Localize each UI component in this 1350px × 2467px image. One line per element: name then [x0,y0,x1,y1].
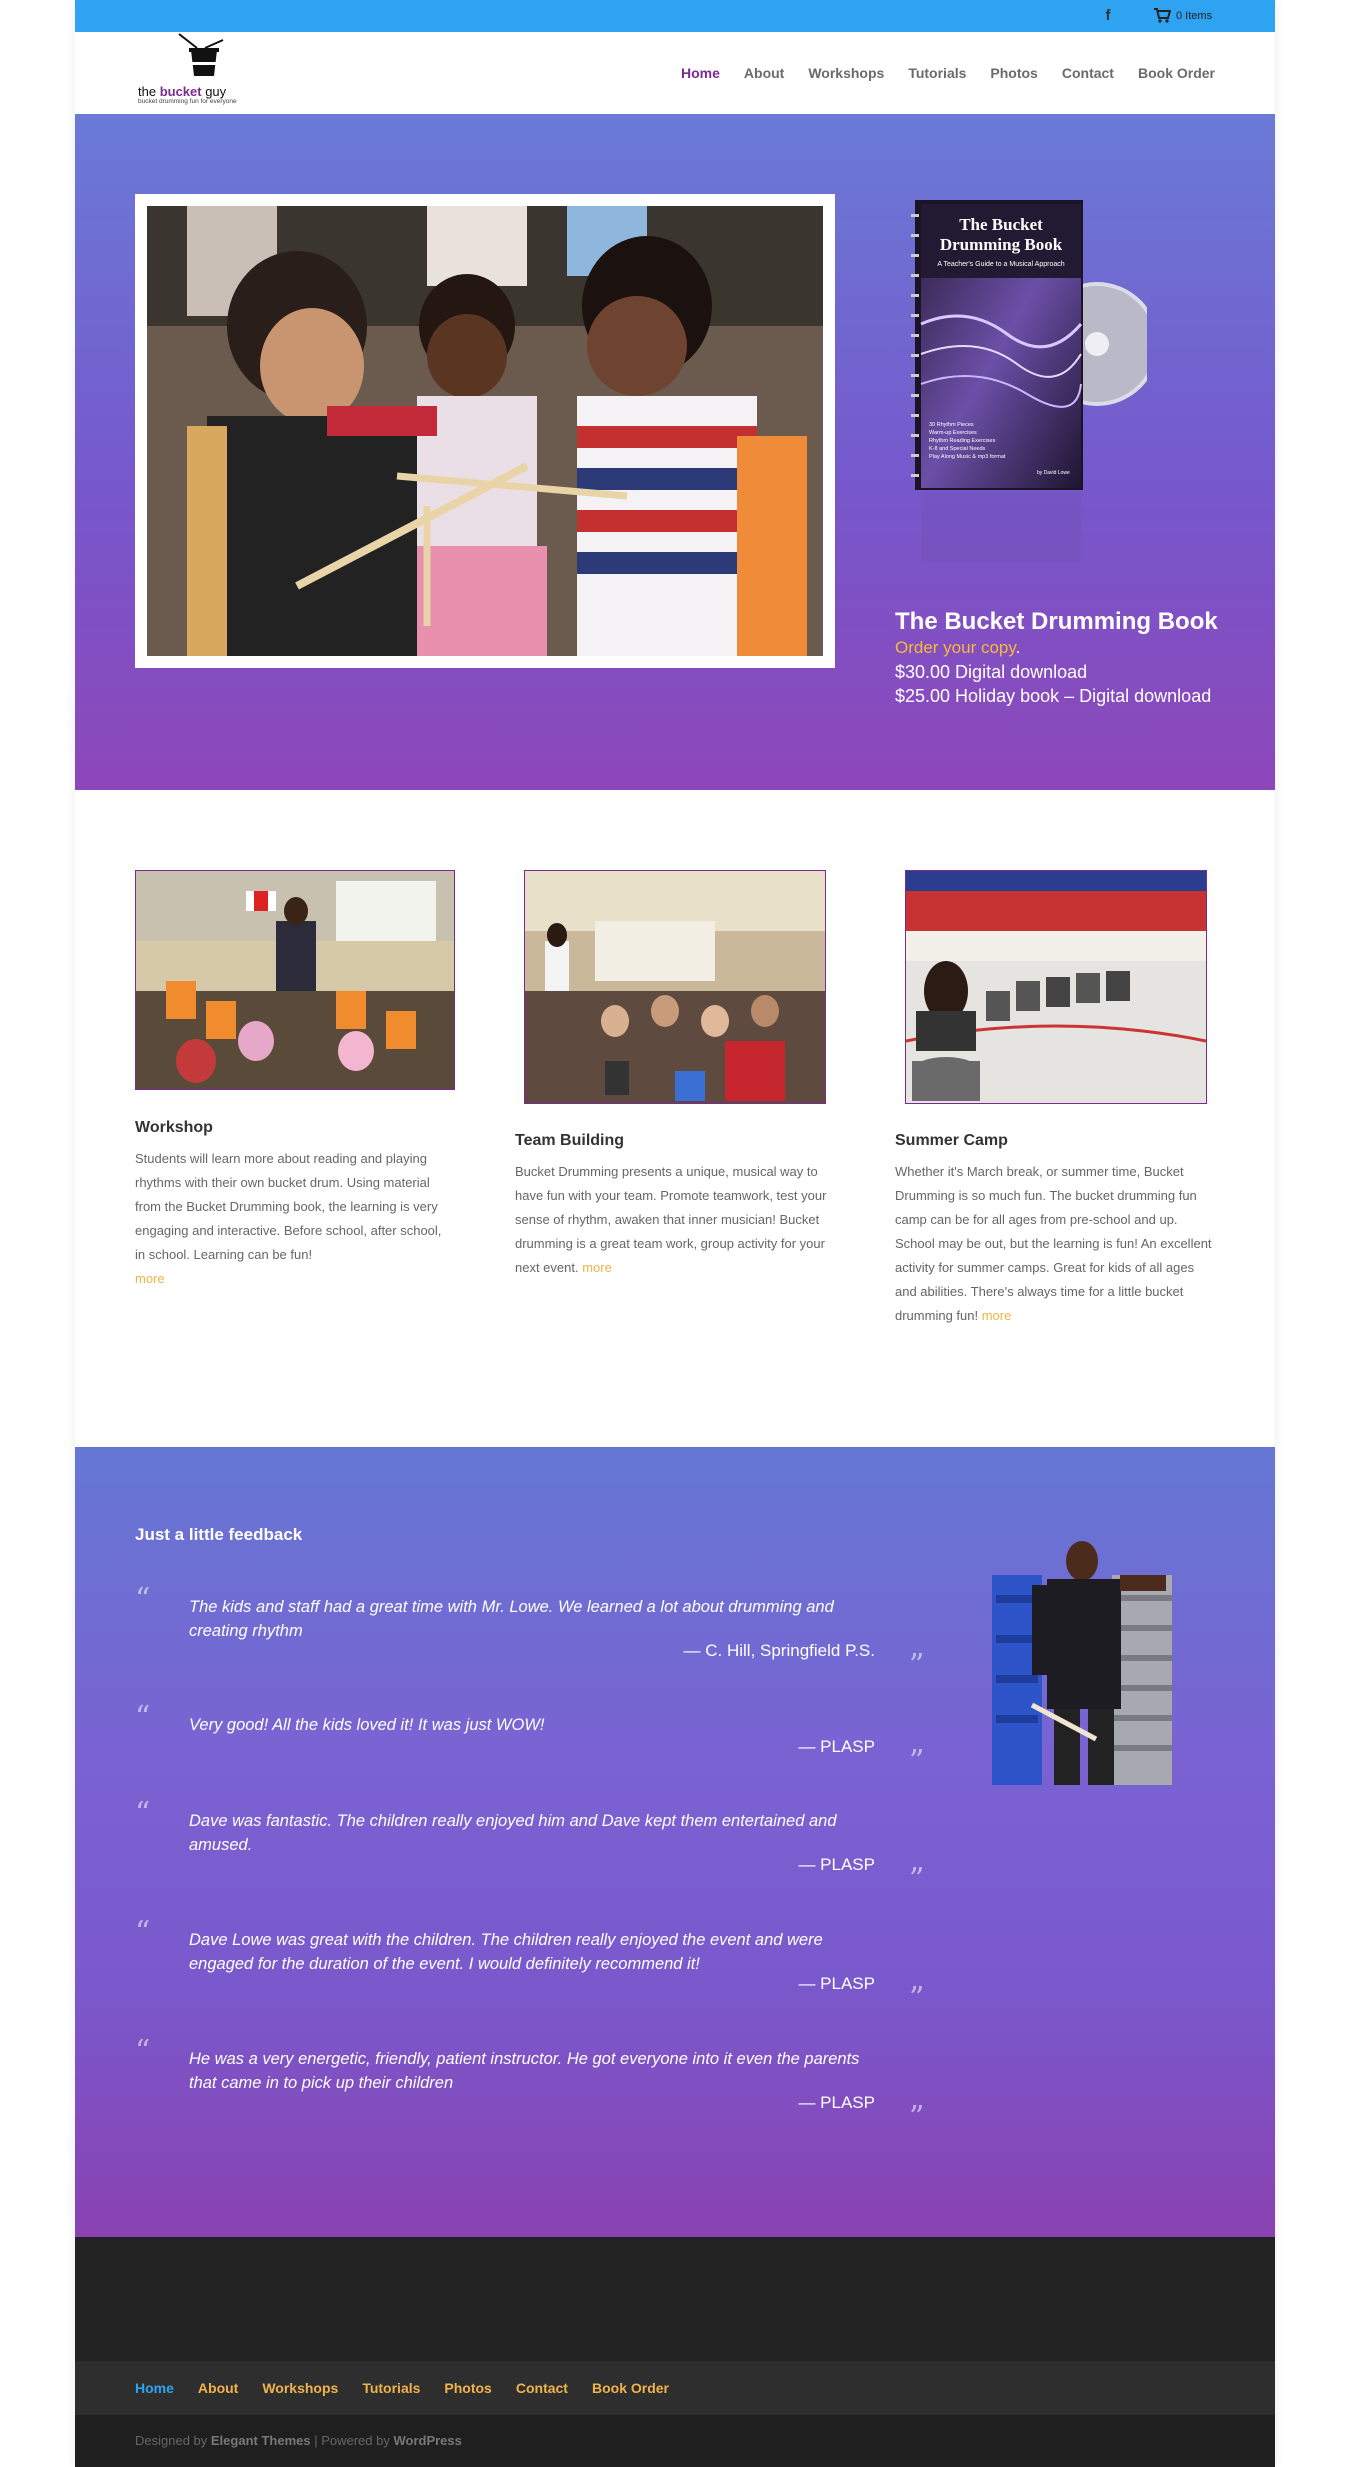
hero-book-title: The Bucket Drumming Book [895,608,1218,635]
footer-credit [135,2433,462,2448]
feature-text-summer-camp [895,1160,1215,1328]
logo-wordmark[interactable] [138,84,226,99]
features-section [75,790,1275,1447]
feature-title-team-building: Team Building [515,1132,625,1149]
facebook-icon[interactable]: f [1105,7,1111,24]
shopping-cart-icon[interactable] [1153,7,1171,23]
drummer-with-buckets-photo [992,1535,1188,1785]
testimonial-text-4: Dave Lowe was great with the children. The children really enjoyed the event and were engaged for the duration of the event. I would definitely recommend it! [189,1931,823,1973]
hero-order-line [895,638,1020,658]
summer-camp-more-link[interactable]: more [981,1308,1012,1323]
open-quote-icon: “ [135,1915,151,1950]
order-link-period: . [1015,638,1021,657]
testimonial-author-2: — PLASP [798,1737,875,1756]
credit-prefix: Designed by [135,2433,211,2448]
logo-word-the: the [138,84,160,99]
footer-nav-tutorials[interactable]: Tutorials [362,2380,421,2396]
testimonial-text-2: Very good! All the kids loved it! It was just WOW! [189,1716,545,1734]
hero-photo-frame [135,194,835,668]
footer-bottom-bar [75,2415,1275,2467]
book-contents-2: Warm-up Exercises [929,430,977,436]
wordpress-link[interactable]: WordPress [393,2433,462,2448]
credit-mid: | Powered by [310,2433,394,2448]
page-container [75,0,1275,2467]
top-bar [75,0,1275,32]
open-quote-icon: “ [135,2034,151,2069]
footer-nav-about[interactable]: About [197,2380,239,2396]
footer-nav-photos[interactable]: Photos [444,2380,492,2396]
nav-contact[interactable]: Contact [1061,65,1114,81]
logo-word-guy: guy [201,84,227,99]
open-quote-icon: “ [135,1582,151,1617]
logo-word-bucket: bucket [159,84,202,99]
testimonial-text-3: Dave was fantastic. The children really enjoyed him and Dave kept them entertained and amused. [189,1812,837,1854]
cart-items-count[interactable]: 0 Items [1176,10,1213,22]
nav-home[interactable]: Home [681,65,720,81]
footer-nav-contact[interactable]: Contact [515,2380,568,2396]
summer-camp-photo[interactable] [905,870,1207,1104]
testimonial-author-1: — C. Hill, Springfield P.S. [683,1641,875,1660]
logo-tagline: bucket drumming fun for everyone [138,98,237,105]
main-nav [657,32,1215,114]
book-subtitle: A Teacher's Guide to a Musical Approach [937,261,1065,268]
nav-tutorials[interactable]: Tutorials [908,65,967,81]
testimonial-author-4: — PLASP [798,1974,875,1993]
close-quote-icon: ” [909,1648,925,1683]
footer-widget-area [75,2237,1275,2361]
book-title-line1: The Bucket [959,215,1043,234]
testimonial-author-3: — PLASP [798,1855,875,1874]
close-quote-icon: ” [909,1744,925,1779]
close-quote-icon: ” [909,1862,925,1897]
feedback-section [75,1447,1275,2237]
drumming-book-cover-image[interactable] [907,194,1147,594]
close-quote-icon: ” [909,2100,925,2135]
book-title-line2: Drumming Book [939,235,1063,254]
feedback-title: Just a little feedback [135,1525,303,1544]
testimonial-text-5: He was a very energetic, friendly, patient instructor. He got everyone into it even the parents that came in to pick up their children [189,2050,860,2092]
testimonial-text-1: The kids and staff had a great time with Mr. Lowe. We learned a lot about drumming and creating rhythm [189,1598,834,1640]
feature-text-team-building [515,1160,835,1280]
summer-camp-description: Whether it's March break, or summer time, Bucket Drumming is so much fun. The bucket drumming fun camp can be for all ages from pre-school and up. School may be out, but the learning is fun! An excellent activity for summer camps. Great for kids of all ages and abilities. There's always time for a little bucket drumming fun! [895,1164,1212,1323]
nav-workshops[interactable]: Workshops [808,65,885,81]
close-quote-icon: ” [909,1981,925,2016]
book-author: by David Lowe [1037,470,1070,476]
footer-nav-home[interactable]: Home [135,2380,174,2396]
price-holiday: $25.00 Holiday book – Digital download [895,686,1212,706]
team-building-photo[interactable] [524,870,826,1104]
feature-title-summer-camp: Summer Camp [895,1132,1008,1149]
testimonial-author-5: — PLASP [798,2093,875,2112]
team-building-more-link[interactable]: more [582,1260,612,1275]
team-building-description: Bucket Drumming presents a unique, musical way to have fun with your team. Promote teamwork, test your sense of rhythm, awaken that inner musician! Bucket drumming is a great team work, group activity for your next event. [515,1164,827,1275]
book-contents-5: Play Along Music & mp3 format [929,454,1006,460]
open-quote-icon: “ [135,1700,151,1735]
footer-nav [75,2361,1275,2415]
book-contents-4: K-8 and Special Needs [929,446,986,452]
book-contents-1: 30 Rhythm Pieces [929,422,974,428]
open-quote-icon: “ [135,1796,151,1831]
feature-title-workshop: Workshop [135,1119,213,1136]
hero-section [75,114,1275,790]
nav-photos[interactable]: Photos [990,65,1038,81]
price-digital: $30.00 Digital download [895,662,1088,682]
nav-book-order[interactable]: Book Order [1137,65,1215,81]
hero-photo-kids-drumming [147,206,823,656]
workshop-more-link[interactable]: more [135,1271,165,1286]
order-copy-link[interactable]: Order your copy [895,638,1016,657]
footer-nav-workshops[interactable]: Workshops [262,2380,339,2396]
workshop-description: Students will learn more about reading and playing rhythms with their own bucket drum. Using material from the Bucket Drumming book, the learning is very engaging and interactive. Before school, after school, in school. Learning can be fun! [135,1151,442,1262]
nav-about[interactable]: About [743,65,785,81]
footer-nav-book-order[interactable]: Book Order [591,2380,669,2396]
workshop-photo[interactable] [135,870,455,1090]
feature-text-workshop [135,1147,455,1291]
elegant-themes-link[interactable]: Elegant Themes [210,2433,311,2448]
book-contents-3: Rhythm Reading Exercises [929,438,996,444]
